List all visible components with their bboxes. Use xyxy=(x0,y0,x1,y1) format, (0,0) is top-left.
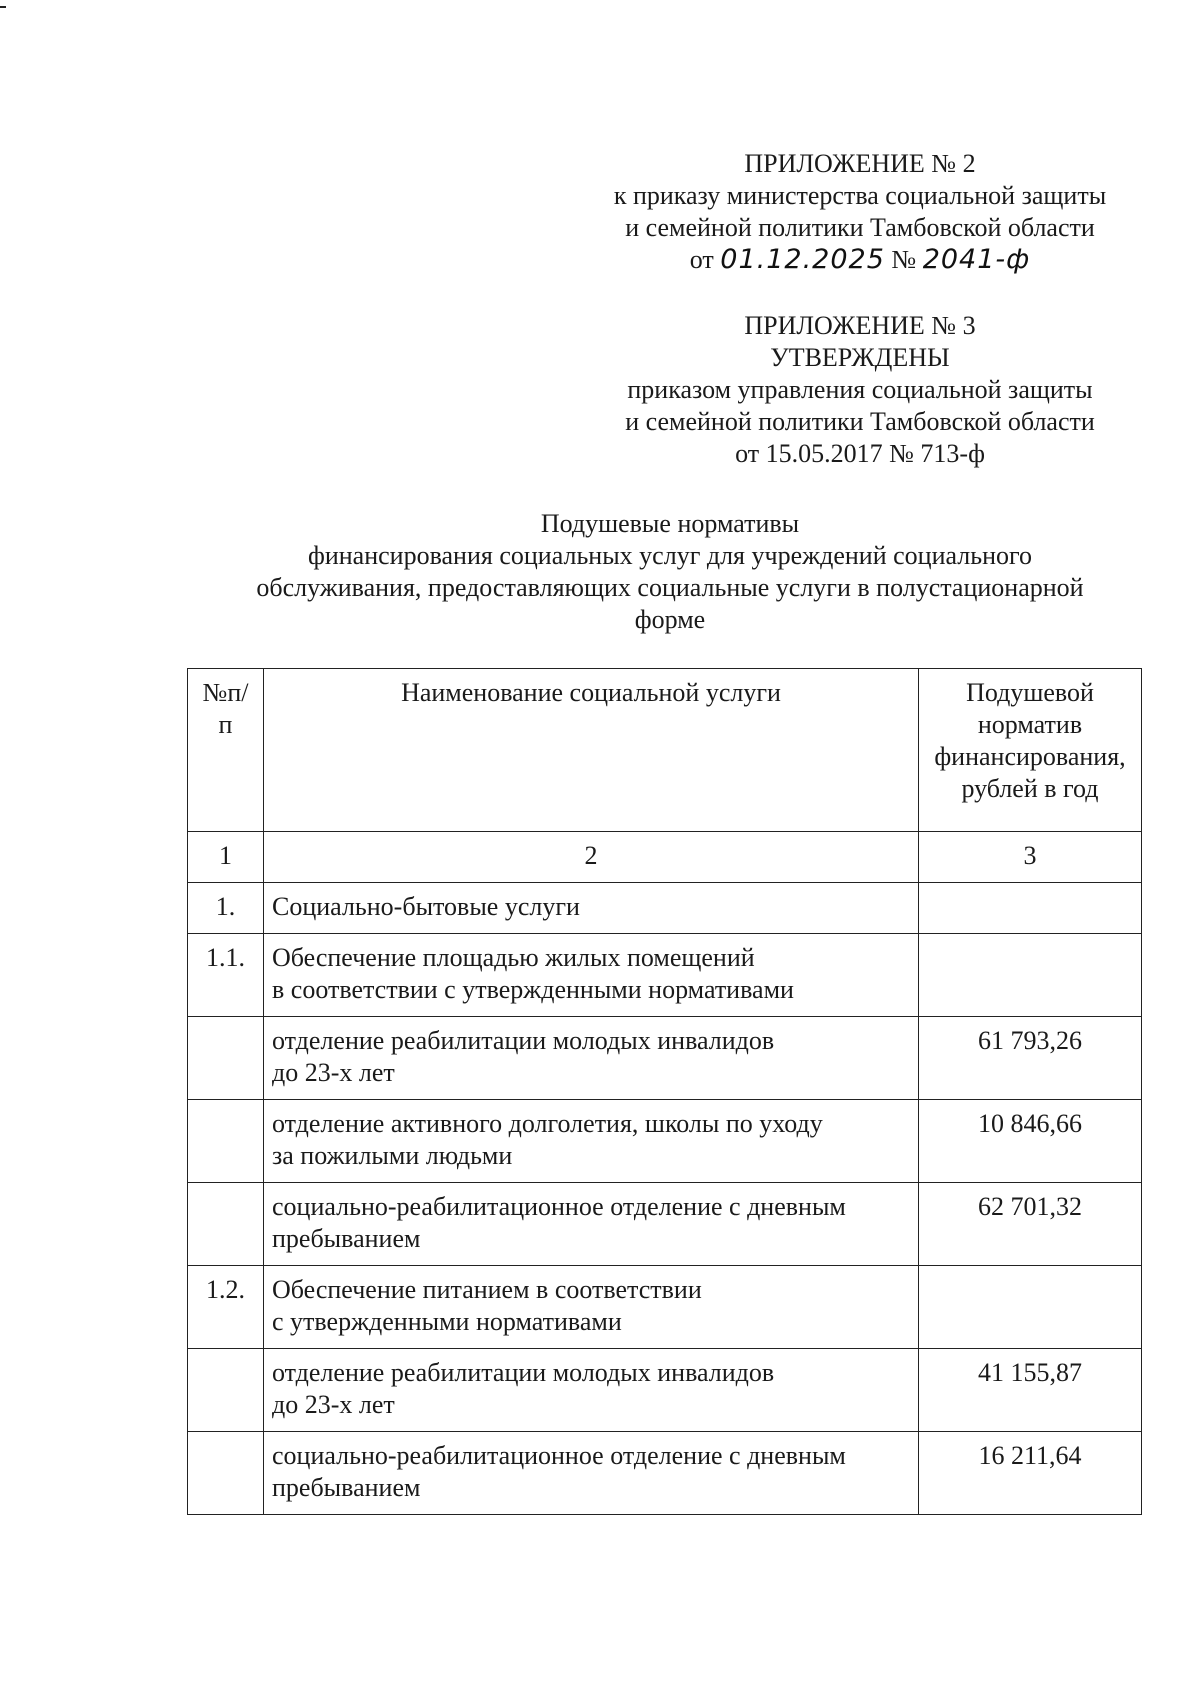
document-title-line-4: форме xyxy=(634,605,706,634)
service-name-line: отделение реабилитации молодых инвалидов xyxy=(272,1026,775,1055)
scan-corner-mark xyxy=(0,6,6,8)
service-name xyxy=(264,1432,919,1515)
service-name-line: с утвержденными нормативами xyxy=(272,1307,622,1336)
service-name xyxy=(264,1183,919,1266)
date-prefix: от xyxy=(689,245,714,274)
row-number xyxy=(188,1432,264,1515)
service-name-line: за пожилыми людьми xyxy=(272,1141,513,1170)
service-name xyxy=(264,1100,919,1183)
row-number: 1. xyxy=(188,883,264,934)
appendix-2-date-line xyxy=(560,244,1160,276)
funding-norm-value: 62 701,32 xyxy=(919,1183,1142,1266)
document-title-line-1: Подушевые нормативы xyxy=(540,509,800,538)
appendix-2-line-2: и семейной политики Тамбовской области xyxy=(625,213,1095,242)
service-name xyxy=(264,934,919,1017)
funding-norm-value: 10 846,66 xyxy=(919,1100,1142,1183)
header-norm-line: норматив xyxy=(977,710,1083,739)
row-number: 1.1. xyxy=(188,934,264,1017)
funding-norm-value: 16 211,64 xyxy=(919,1432,1142,1515)
appendix-3-header xyxy=(560,310,1160,470)
approved-label: УТВЕРЖДЕНЫ xyxy=(770,343,950,372)
document-title-line-2: финансирования социальных услуг для учреждений социального xyxy=(307,541,1033,570)
table-row xyxy=(188,934,1142,1017)
service-name-line: отделение реабилитации молодых инвалидов xyxy=(272,1358,775,1387)
service-name-line: отделение активного долголетия, школы по уходу xyxy=(272,1109,823,1138)
service-name-line: до 23-х лет xyxy=(272,1390,395,1419)
document-title-line-3: обслуживания, предоставляющих социальные услуги в полустационарной xyxy=(256,573,1084,602)
service-name xyxy=(264,883,919,934)
document-title xyxy=(190,508,1150,636)
service-name-line: Социально-бытовые услуги xyxy=(272,892,580,921)
handwritten-number: 2041-ф xyxy=(922,244,1031,275)
header-funding-norm xyxy=(919,669,1142,832)
service-name-line: пребыванием xyxy=(272,1473,421,1502)
appendix-2-line-1: к приказу министерства социальной защиты xyxy=(613,181,1107,210)
table-row xyxy=(188,1017,1142,1100)
service-name xyxy=(264,1266,919,1349)
header-num: №п/п xyxy=(188,669,264,832)
handwritten-date: 01.12.2025 xyxy=(720,244,885,275)
service-name-line: пребыванием xyxy=(272,1224,421,1253)
service-name-line: социально-реабилитационное отделение с дневным xyxy=(272,1192,846,1221)
funding-norms-table xyxy=(187,668,1142,1515)
service-name-line: до 23-х лет xyxy=(272,1058,395,1087)
row-number xyxy=(188,1100,264,1183)
table-row xyxy=(188,883,1142,934)
table-row xyxy=(188,1266,1142,1349)
service-name xyxy=(264,1017,919,1100)
funding-norm-value xyxy=(919,1266,1142,1349)
funding-norm-value: 41 155,87 xyxy=(919,1349,1142,1432)
column-index: 1 xyxy=(188,832,264,883)
table-header-row xyxy=(188,669,1142,832)
funding-norm-value xyxy=(919,934,1142,1017)
row-number xyxy=(188,1349,264,1432)
table-row xyxy=(188,1349,1142,1432)
row-number xyxy=(188,1183,264,1266)
column-index-row xyxy=(188,832,1142,883)
table-row xyxy=(188,1100,1142,1183)
funding-norm-value xyxy=(919,883,1142,934)
row-number xyxy=(188,1017,264,1100)
table-row xyxy=(188,1432,1142,1515)
column-index: 3 xyxy=(919,832,1142,883)
service-name-line: социально-реабилитационное отделение с дневным xyxy=(272,1441,846,1470)
table-row xyxy=(188,1183,1142,1266)
appendix-3-title: ПРИЛОЖЕНИЕ № 3 xyxy=(744,311,976,340)
service-name xyxy=(264,1349,919,1432)
column-index: 2 xyxy=(264,832,919,883)
service-name-line: Обеспечение питанием в соответствии xyxy=(272,1275,702,1304)
row-number: 1.2. xyxy=(188,1266,264,1349)
funding-norm-value: 61 793,26 xyxy=(919,1017,1142,1100)
header-norm-line: финансирования, xyxy=(934,742,1126,771)
appendix-2-header xyxy=(560,148,1160,276)
appendix-3-date-line: от 15.05.2017 № 713-ф xyxy=(735,439,985,468)
header-norm-line: рублей в год xyxy=(961,774,1099,803)
appendix-2-title: ПРИЛОЖЕНИЕ № 2 xyxy=(744,149,976,178)
appendix-3-line-1: приказом управления социальной защиты xyxy=(627,375,1093,404)
service-name-line: Обеспечение площадью жилых помещений xyxy=(272,943,755,972)
header-norm-line: Подушевой xyxy=(966,678,1094,707)
appendix-3-line-2: и семейной политики Тамбовской области xyxy=(625,407,1095,436)
number-prefix: № xyxy=(891,245,917,274)
service-name-line: в соответствии с утвержденными нормативами xyxy=(272,975,794,1004)
header-service-name: Наименование социальной услуги xyxy=(264,669,919,832)
